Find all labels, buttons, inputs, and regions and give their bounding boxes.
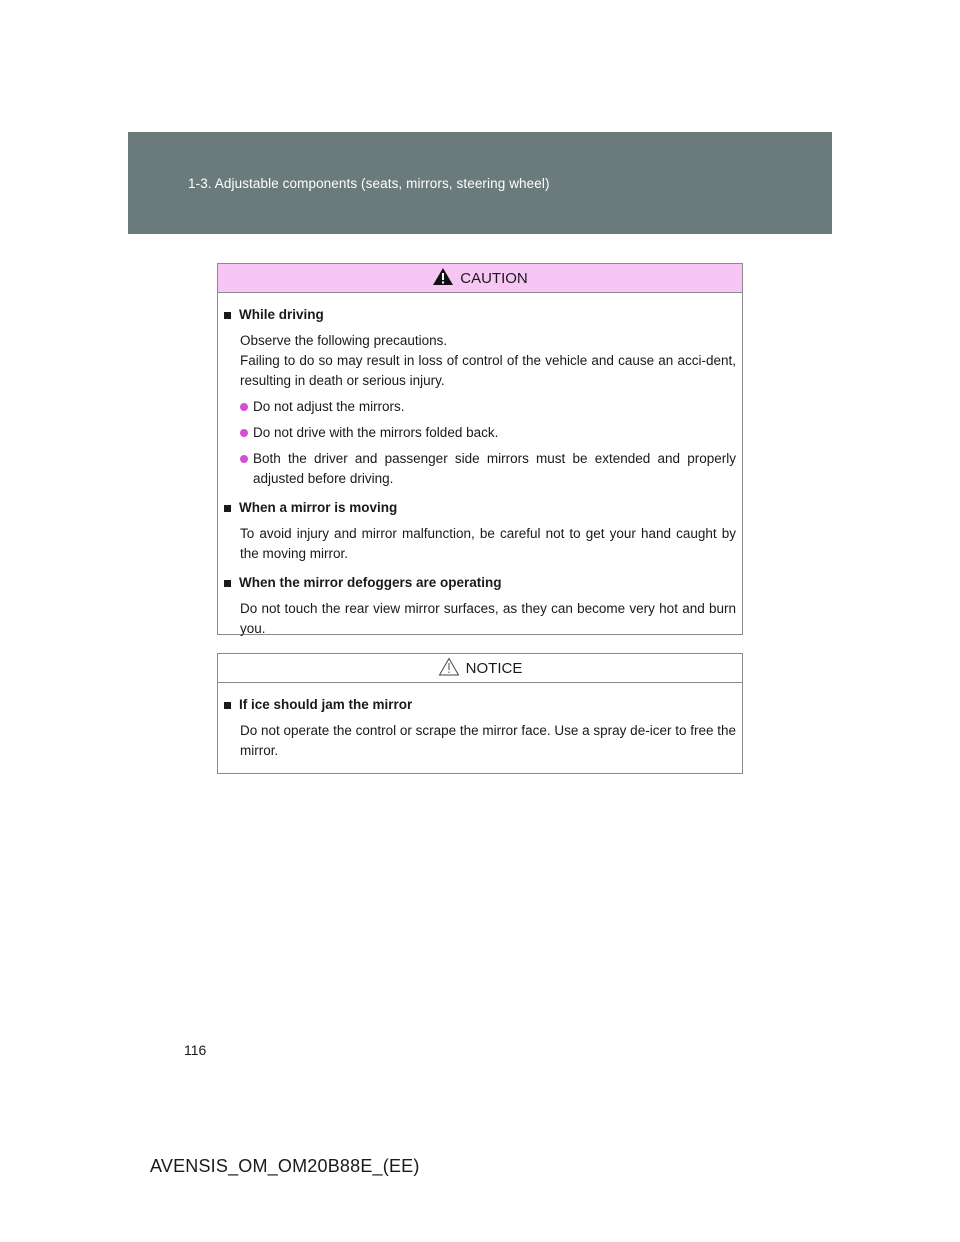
page-number: 116: [184, 1042, 207, 1058]
square-bullet-icon: [224, 580, 231, 587]
square-bullet-icon: [224, 312, 231, 319]
mirror-moving-text: To avoid injury and mirror malfunction, be careful not to get your hand caught by the moving mirror.: [240, 526, 736, 561]
defoggers-text: Do not touch the rear view mirror surfaces, as they can become very hot and burn you.: [240, 601, 736, 636]
warning-icon: [432, 267, 454, 286]
notice-header: [218, 654, 742, 683]
ice-heading: If ice should jam the mirror: [224, 695, 736, 715]
caution-header: [218, 264, 742, 293]
list-item: Do not drive with the mirrors folded back.: [224, 423, 736, 443]
notice-title: NOTICE: [465, 659, 523, 677]
bullet-dot-icon: [240, 403, 248, 411]
while-driving-heading: While driving: [224, 305, 736, 325]
ice-text: Do not operate the control or scrape the mirror face. Use a spray de-icer to free the mirror.: [240, 723, 736, 758]
section-header: [128, 132, 832, 234]
section-title: 1-3. Adjustable components (seats, mirrors, steering wheel): [188, 176, 550, 191]
notice-box: [217, 653, 743, 774]
notice-icon: [438, 657, 460, 676]
notice-content: [218, 683, 742, 761]
list-item: Both the driver and passenger side mirrors must be extended and properly adjusted before driving.: [224, 449, 736, 489]
bullet-dot-icon: [240, 429, 248, 437]
caution-title: CAUTION: [460, 269, 528, 287]
square-bullet-icon: [224, 702, 231, 709]
footer-code: AVENSIS_OM_OM20B88E_(EE): [150, 1156, 420, 1176]
defoggers-heading: When the mirror defoggers are operating: [224, 573, 736, 593]
while-driving-intro-1: Observe the following precautions.: [240, 333, 448, 348]
bullet-dot-icon: [240, 455, 248, 463]
caution-content: [218, 293, 742, 639]
list-item: Do not adjust the mirrors.: [224, 397, 736, 417]
while-driving-intro-2: Failing to do so may result in loss of control of the vehicle and cause an acci-dent, resulting in death or serious injury.: [240, 353, 736, 388]
caution-box: [217, 263, 743, 635]
mirror-moving-heading: When a mirror is moving: [224, 498, 736, 518]
square-bullet-icon: [224, 505, 231, 512]
